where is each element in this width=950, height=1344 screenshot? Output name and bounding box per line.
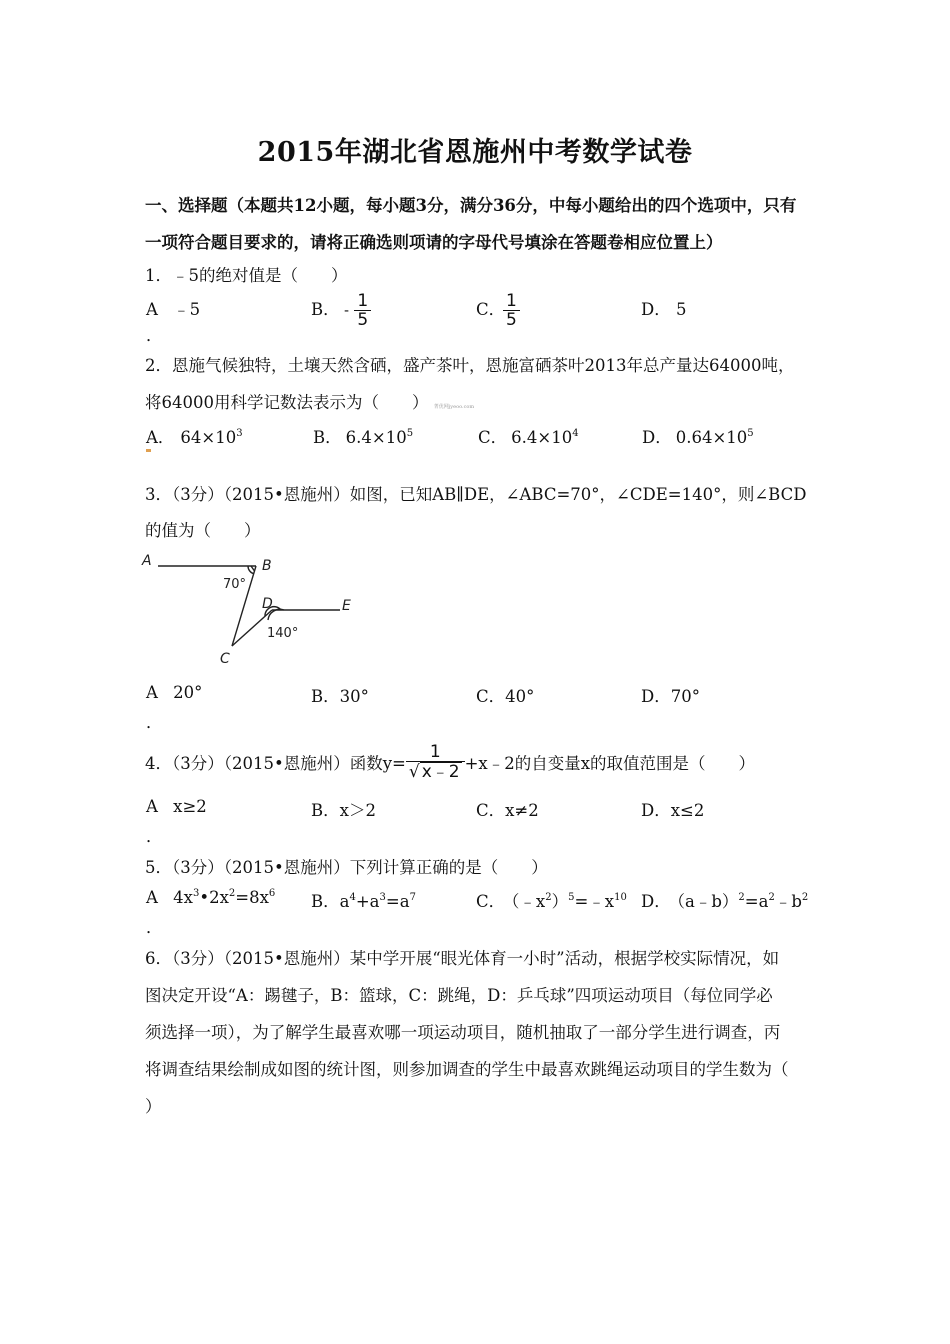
point-b-label: B	[262, 558, 272, 574]
point-a-label: A	[142, 553, 152, 569]
q3-geometry-figure	[140, 548, 370, 673]
section-heading-line1: 一、选择题（本题共12小题，每小题3分，满分36分，中每小题给出的四个选项中，只有	[145, 196, 797, 215]
q4-option-a	[146, 797, 207, 816]
q2-stem-line1: 2．恩施气候独特，土壤天然含硒，盛产茶叶，恩施富硒茶叶2013年总产量达64000吨，	[145, 356, 795, 375]
q2-c-base: 6.4×10	[511, 428, 573, 447]
q2-d-base: 0.64×10	[675, 428, 748, 447]
q5-b-value: $a^4+a^3=a^7$	[339, 892, 416, 911]
q1-b-fraction	[354, 292, 371, 329]
q5-dot: ．	[146, 918, 163, 937]
q3-stem-line2: 的值为（ ）	[145, 521, 261, 540]
q6-stem-line1: 6．（3分）（2015•恩施州）某中学开展“眼光体育一小时”活动，根据学校实际情况，如	[145, 949, 780, 968]
q5-stem: 5．（3分）（2015•恩施州）下列计算正确的是（ ）	[145, 858, 548, 877]
q2-watermark: 菁优网jyeoo.com	[433, 404, 475, 410]
angle-d-label: 140°	[267, 626, 299, 641]
q1-dot: ．	[146, 326, 163, 345]
q2-b-exp: 5	[406, 428, 414, 439]
q5-a-value: $4x^3•2x^2=8x^6$	[173, 888, 276, 907]
point-d-label: D	[262, 596, 273, 612]
q4-c-value: x≠2	[505, 801, 539, 820]
q3-b-value: 30°	[339, 687, 369, 706]
q2-option-b	[313, 424, 413, 448]
q2-a-label: A．	[146, 428, 175, 447]
angle-b-label: 70°	[223, 577, 247, 592]
q1-b-denominator: 5	[357, 310, 369, 330]
q1-option-c-label: C．	[476, 300, 506, 319]
q1-d-value: 5	[675, 300, 687, 319]
q2-stem-text: 将64000用科学记数法表示为（ ）	[145, 393, 429, 412]
q1-option-b-label: B．	[311, 300, 340, 319]
q5-c-value: $(﹣x^2)^5=﹣x^{10}$	[511, 892, 627, 911]
q3-option-a	[146, 683, 202, 702]
q6-stem-line4: 将调查结果绘制成如图的统计图，则参加调查的学生中最喜欢跳绳运动项目的学生数为（	[145, 1060, 789, 1079]
q4-fraction	[406, 743, 465, 781]
q2-a-base: 64×10	[180, 428, 237, 447]
q5-d-value: $(a﹣b)^2=a^2﹣b^2$	[676, 892, 809, 911]
q4-stem-pre: 4．（3分）（2015•恩施州）函数y=	[145, 754, 406, 773]
angle-b-tick	[251, 566, 255, 571]
q4-stem	[145, 740, 755, 784]
q3-stem-line1: 3．（3分）（2015•恩施州）如图，已知AB∥DE，∠ABC=70°，∠CDE=140°，则∠BCD	[145, 485, 807, 504]
q1-stem: 1．﹣5的绝对值是（ ）	[145, 266, 348, 285]
q4-option-c	[476, 797, 539, 821]
q2-c-exp: 4	[572, 428, 579, 439]
q3-option-d	[641, 683, 700, 707]
q5-option-d	[641, 888, 808, 912]
q2-option-c	[478, 424, 579, 448]
page-title: 2015年湖北省恩施州中考数学试卷	[257, 137, 693, 168]
q5-d-label: D．	[641, 892, 671, 911]
q1-d-label: D．	[641, 300, 671, 319]
q4-b-value: x＞2	[339, 801, 376, 820]
q2-d-label: D．	[642, 428, 672, 447]
q3-dot: ．	[146, 713, 163, 732]
q3-d-label: D．	[641, 687, 671, 706]
q2-c-label: C．	[478, 428, 508, 447]
q1-option-d	[641, 296, 686, 320]
q5-option-c	[476, 888, 627, 912]
q1-b-numerator: 1	[354, 292, 371, 311]
q2-option-d	[642, 424, 754, 448]
q6-stem-line3: 须选择一项），为了解学生最喜欢哪一项运动项目，随机抽取了一部分学生进行调查，丙	[145, 1023, 781, 1042]
q2-stem-line2	[145, 389, 474, 413]
q1-b-sign: -	[344, 303, 350, 319]
q5-c-label: C．	[476, 892, 506, 911]
q4-d-value: x≤2	[670, 801, 705, 820]
q3-a-value: 20°	[173, 683, 203, 702]
q3-a-label: A	[146, 683, 158, 702]
q4-dot: ．	[146, 827, 163, 846]
q2-option-a	[146, 424, 243, 448]
q1-c-numerator: 1	[503, 292, 520, 311]
q5-b-label: B．	[311, 892, 340, 911]
q1-c-denominator: 5	[506, 310, 517, 330]
q2-b-label: B．	[313, 428, 342, 447]
section-heading-line2: 一项符合题目要求的，请将正确选则项请的字母代号填涂在答题卷相应位置上）	[145, 233, 723, 252]
q2-d-exp: 5	[747, 428, 754, 439]
q4-radicand: x﹣2	[421, 762, 460, 782]
q4-stem-post: +x﹣2的自变量x的取值范围是（ ）	[464, 754, 756, 773]
q4-option-b	[311, 797, 376, 821]
q4-d-label: D．	[641, 801, 671, 820]
q2-a-exp: 3	[236, 428, 243, 439]
q3-c-label: C．	[476, 687, 506, 706]
q5-option-a	[146, 888, 275, 907]
q3-c-value: 40°	[505, 687, 535, 706]
q3-option-b	[311, 683, 369, 707]
q4-c-label: C．	[476, 801, 506, 820]
q3-d-value: 70°	[670, 687, 700, 706]
q4-a-label: A	[146, 797, 158, 816]
q2-b-base: 6.4×10	[345, 428, 407, 447]
q4-numerator: 1	[406, 743, 465, 762]
q4-option-d	[641, 797, 704, 821]
q1-a-label: A	[146, 300, 158, 319]
q4-a-value: x≥2	[173, 797, 207, 816]
q1-c-fraction	[503, 292, 520, 329]
q1-option-c	[503, 292, 520, 329]
small-mark	[146, 449, 151, 452]
point-c-label: C	[220, 651, 230, 667]
q3-option-c	[476, 683, 534, 707]
q6-stem-line2: 图决定开设“A：踢毽子，B：篮球，C：跳绳，D：乒乓球”四项运动项目（每位同学必	[145, 986, 773, 1005]
q5-option-b	[311, 888, 416, 912]
q3-b-label: B．	[311, 687, 340, 706]
q1-a-value: ﹣5	[173, 300, 201, 319]
q4-denominator: √ x﹣2	[408, 762, 460, 782]
q1-option-a	[146, 296, 200, 320]
q5-a-label: A	[146, 888, 158, 907]
q4-b-label: B．	[311, 801, 340, 820]
q6-stem-line5: ）	[145, 1097, 162, 1116]
q1-option-b	[344, 292, 371, 329]
point-e-label: E	[342, 598, 351, 614]
